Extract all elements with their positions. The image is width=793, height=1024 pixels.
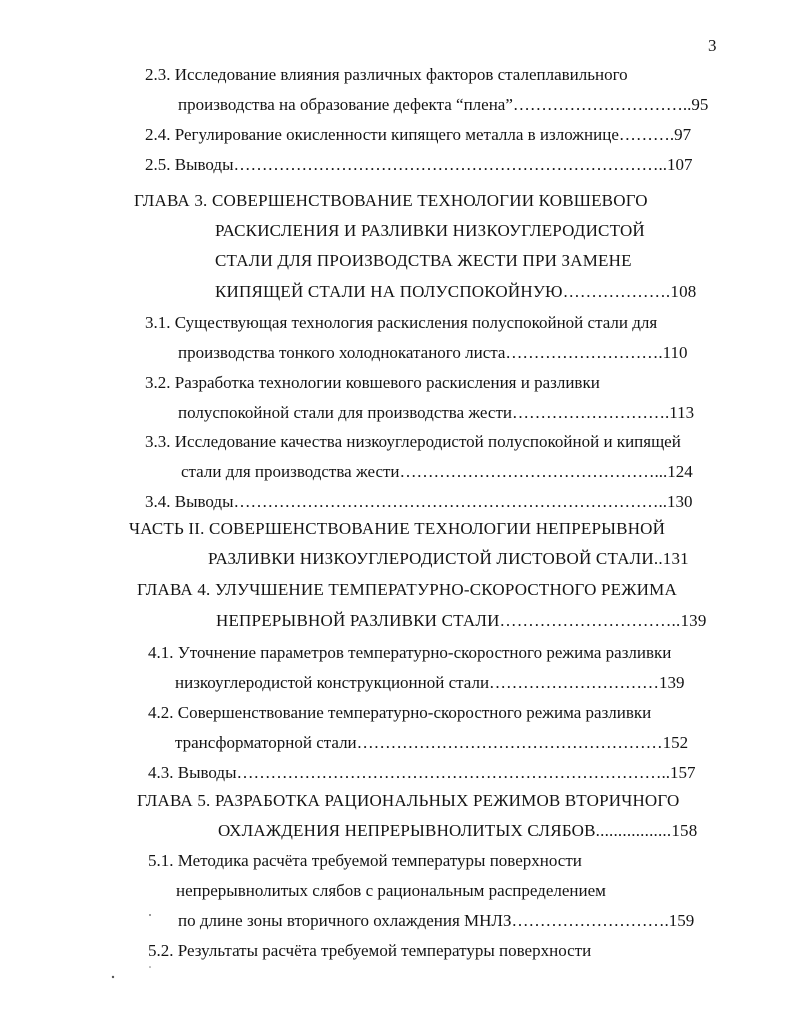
- toc-section-3-1-line-1: 3.1. Существующая технология раскисления полуспокойной стали для: [145, 313, 658, 332]
- scan-speck: [149, 966, 151, 968]
- toc-section-3-1-line-2: производства тонкого холоднокатаного листа……………………….110: [178, 343, 688, 362]
- toc-part-2-line-2: РАЗЛИВКИ НИЗКОУГЛЕРОДИСТОЙ ЛИСТОВОЙ СТАЛИ..131: [208, 549, 689, 568]
- toc-section-2-3-line-2: производства на образование дефекта “плена”…………………………..95: [178, 95, 709, 114]
- toc-section-5-1-line-3: по длине зоны вторичного охлаждения МНЛЗ……………………….159: [178, 911, 695, 930]
- toc-section-5-2-line-1: 5.2. Результаты расчёта требуемой температуры поверхности: [148, 941, 592, 960]
- toc-section-3-3-line-1: 3.3. Исследование качества низкоуглеродистой полуспокойной и кипящей: [145, 432, 681, 451]
- toc-chapter-5-line-1: ГЛАВА 5. РАЗРАБОТКА РАЦИОНАЛЬНЫХ РЕЖИМОВ ВТОРИЧНОГО: [137, 791, 680, 810]
- toc-section-4-3: 4.3. Выводы…………………………………………………………………..157: [148, 763, 696, 782]
- toc-section-4-2-line-1: 4.2. Совершенствование температурно-скоростного режима разливки: [148, 703, 652, 722]
- toc-part-2-line-1: ЧАСТЬ II. СОВЕРШЕНСТВОВАНИЕ ТЕХНОЛОГИИ НЕПРЕРЫВНОЙ: [129, 519, 666, 538]
- toc-chapter-3-line-1: ГЛАВА 3. СОВЕРШЕНСТВОВАНИЕ ТЕХНОЛОГИИ КОВШЕВОГО: [134, 191, 648, 210]
- toc-chapter-3-line-2: РАСКИСЛЕНИЯ И РАЗЛИВКИ НИЗКОУГЛЕРОДИСТОЙ: [215, 221, 645, 240]
- toc-section-4-1-line-2: низкоуглеродистой конструкционной стали…………………………139: [175, 673, 685, 692]
- toc-chapter-3-line-4: КИПЯЩЕЙ СТАЛИ НА ПОЛУСПОКОЙНУЮ……………….108: [215, 282, 697, 301]
- toc-section-2-3-line-1: 2.3. Исследование влияния различных факторов сталеплавильного: [145, 65, 628, 84]
- scan-speck: [149, 914, 151, 916]
- page-number: 3: [708, 36, 717, 55]
- toc-section-3-2-line-2: полуспокойной стали для производства жести……………………….113: [178, 403, 695, 422]
- toc-chapter-4-line-2: НЕПРЕРЫВНОЙ РАЗЛИВКИ СТАЛИ…………………………..139: [216, 611, 707, 630]
- toc-section-4-1-line-1: 4.1. Уточнение параметров температурно-скоростного режима разливки: [148, 643, 672, 662]
- toc-chapter-5-line-2: ОХЛАЖДЕНИЯ НЕПРЕРЫВНОЛИТЫХ СЛЯБОВ.................158: [218, 821, 698, 840]
- toc-section-4-2-line-2: трансформаторной стали………………………………………………152: [175, 733, 689, 752]
- toc-section-3-4: 3.4. Выводы…………………………………………………………………..130: [145, 492, 693, 511]
- toc-section-2-5: 2.5. Выводы…………………………………………………………………..107: [145, 155, 693, 174]
- toc-chapter-3-line-3: СТАЛИ ДЛЯ ПРОИЗВОДСТВА ЖЕСТИ ПРИ ЗАМЕНЕ: [215, 251, 632, 270]
- scan-speck: [112, 976, 114, 978]
- toc-section-3-2-line-1: 3.2. Разработка технологии ковшевого раскисления и разливки: [145, 373, 600, 392]
- toc-chapter-4-line-1: ГЛАВА 4. УЛУЧШЕНИЕ ТЕМПЕРАТУРНО-СКОРОСТНОГО РЕЖИМА: [137, 580, 677, 599]
- toc-section-5-1-line-1: 5.1. Методика расчёта требуемой температуры поверхности: [148, 851, 582, 870]
- toc-section-3-3-line-2: стали для производства жести………………………………………...124: [181, 462, 693, 481]
- toc-section-2-4: 2.4. Регулирование окисленности кипящего металла в изложнице……….97: [145, 125, 692, 144]
- toc-section-5-1-line-2: непрерывнолитых слябов с рациональным распределением: [176, 881, 606, 900]
